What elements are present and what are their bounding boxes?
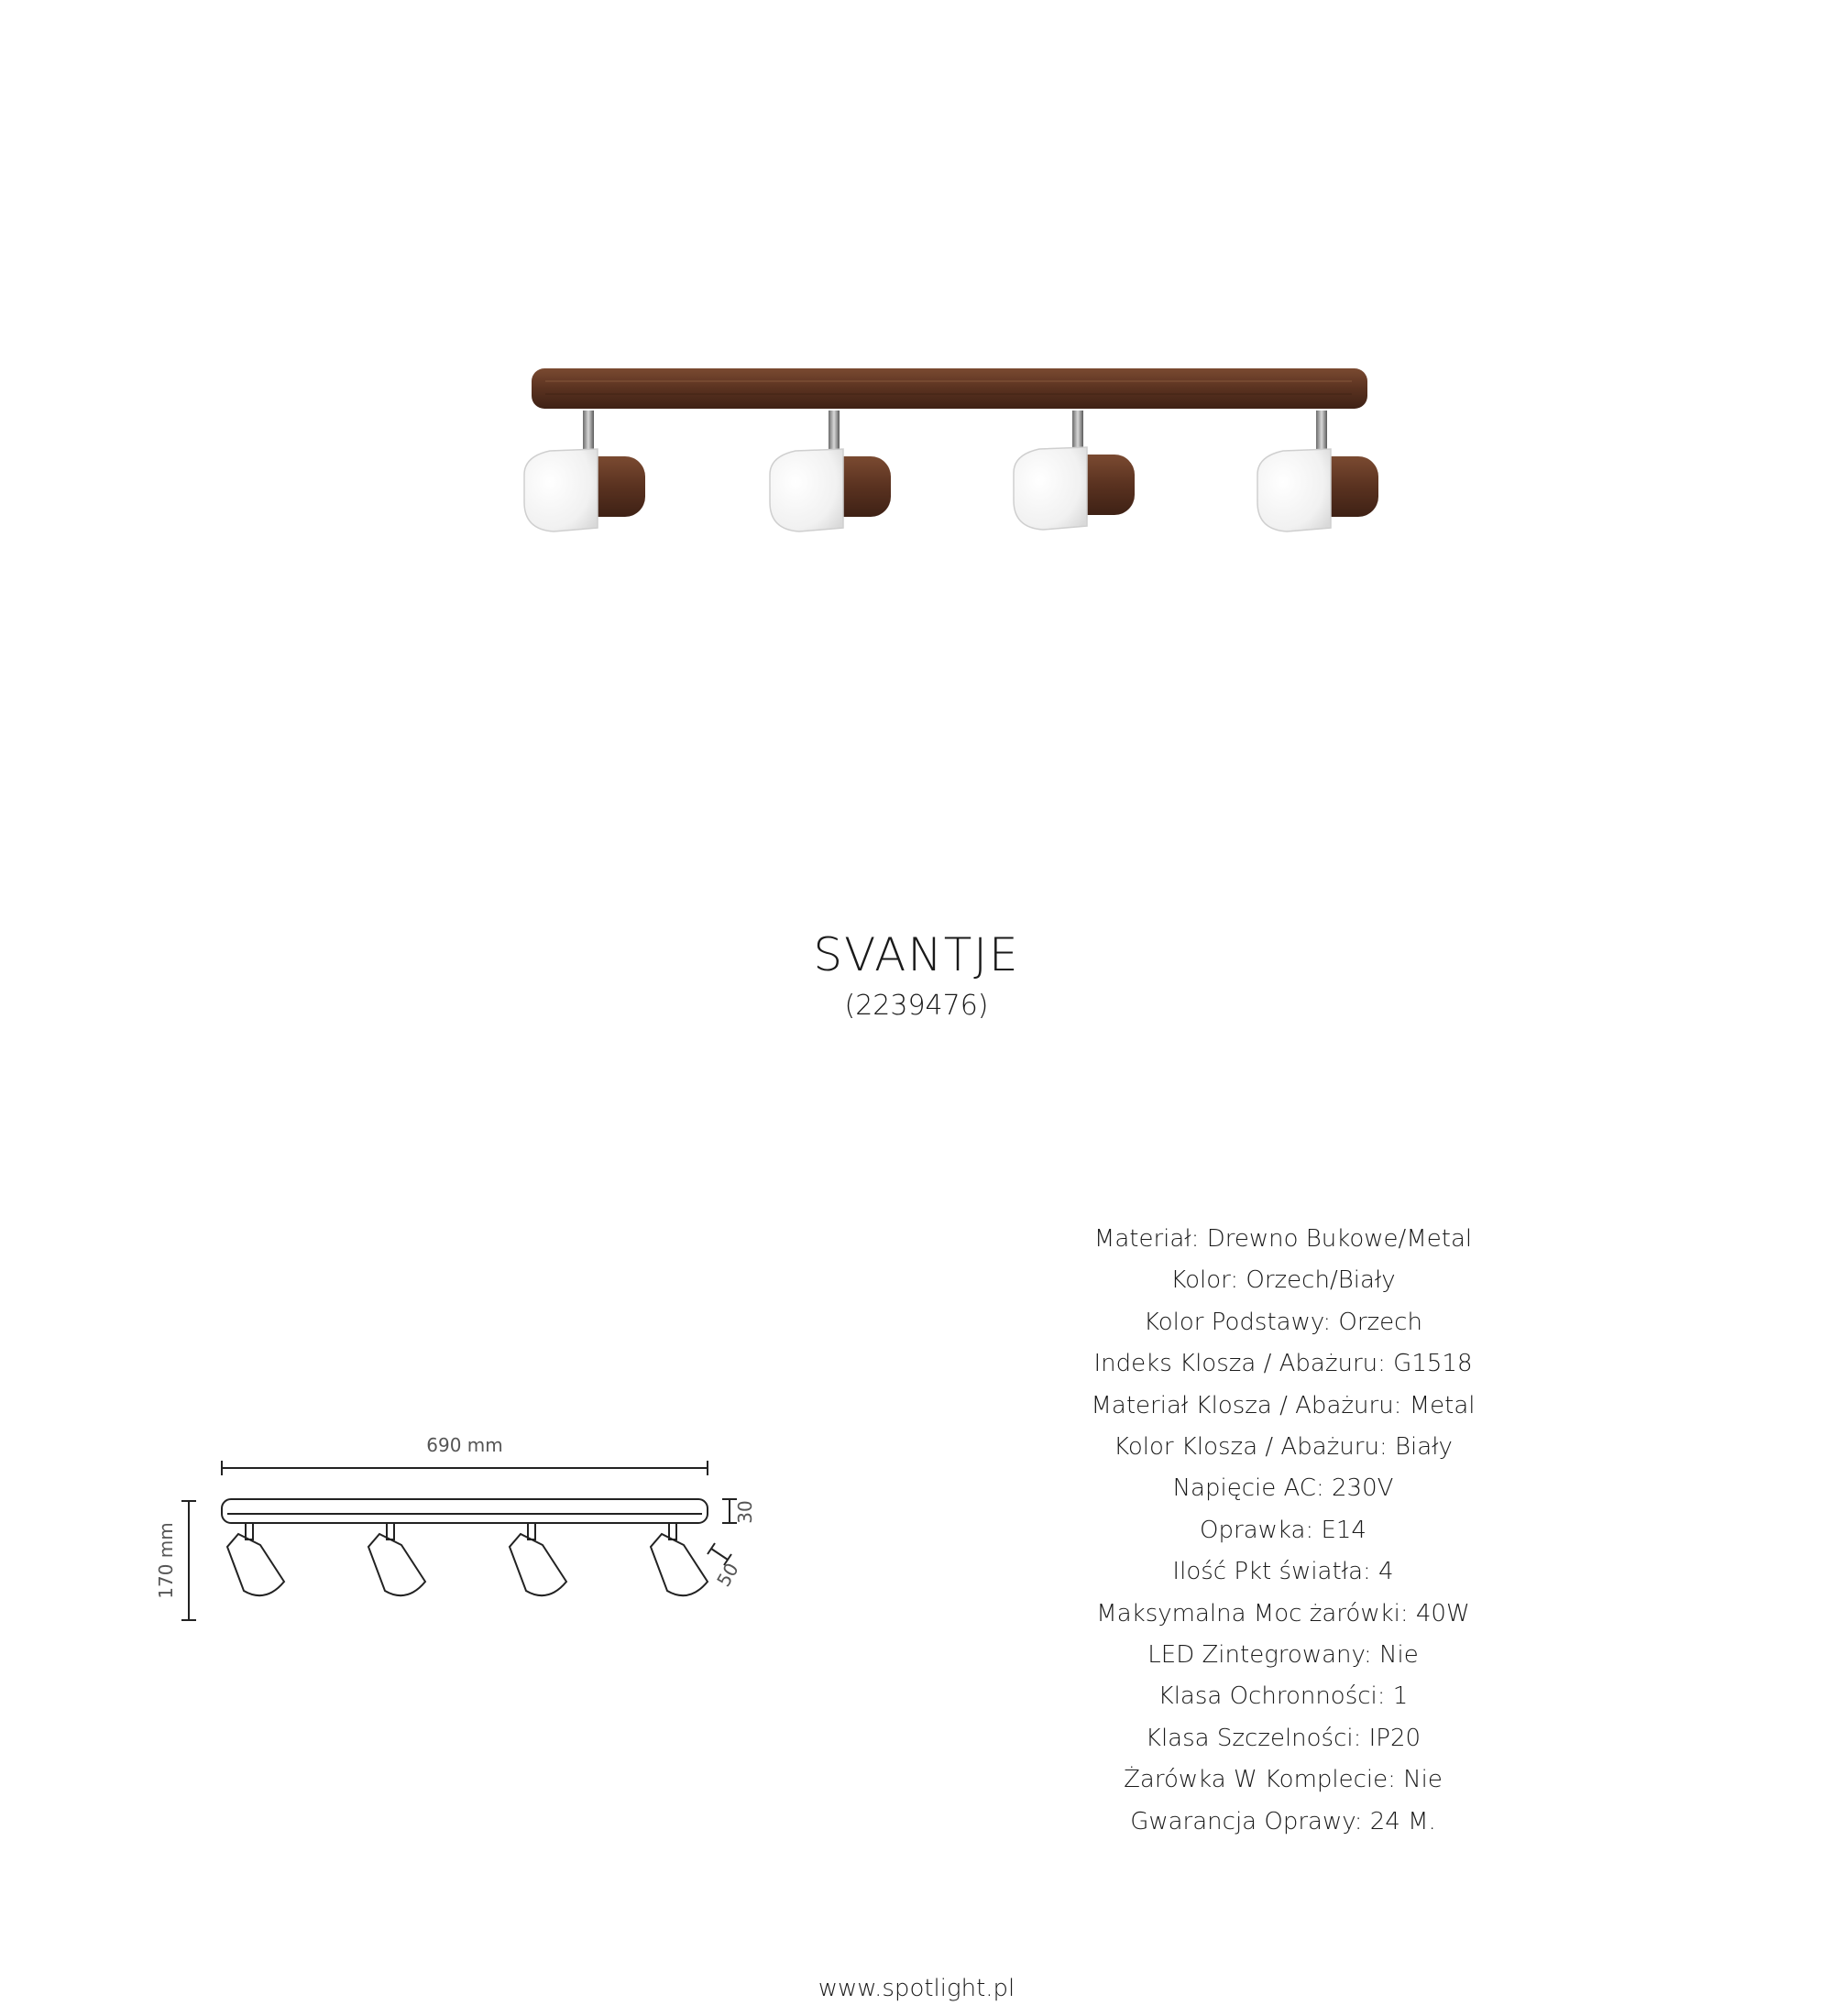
spot-3 <box>1014 411 1135 530</box>
product-code: (2239476) <box>844 990 989 1022</box>
spec-led: LED Zintegrowany: Nie <box>1147 1641 1419 1670</box>
spec-ip-class: Klasa Szczelności: IP20 <box>1145 1724 1421 1752</box>
height-label: 170 mm <box>155 1522 177 1599</box>
spec-protection-class: Klasa Ochronności: 1 <box>1158 1682 1409 1711</box>
spot-label: 50 <box>712 1559 743 1591</box>
technical-drawing <box>137 1411 756 1631</box>
spec-shade-index: Indeks Klosza / Abażuru: G1518 <box>1093 1350 1473 1378</box>
spec-light-points: Ilość Pkt światła: 4 <box>1172 1558 1394 1586</box>
spec-shade-color: Kolor Klosza / Abażuru: Biały <box>1114 1433 1453 1462</box>
wood-bar <box>532 368 1367 409</box>
spot-4 <box>1257 411 1378 531</box>
width-label: 690 mm <box>426 1434 503 1456</box>
spot-1 <box>524 411 645 531</box>
product-name: SVANTJE <box>813 928 1020 981</box>
spot-2 <box>770 411 891 531</box>
spec-max-power: Maksymalna Moc żarówki: 40W <box>1096 1599 1470 1627</box>
footer-url[interactable]: www.spotlight.pl <box>818 1975 1015 2002</box>
spec-socket: Oprawka: E14 <box>1200 1516 1367 1544</box>
spec-list <box>1026 1219 1540 1843</box>
spec-bulb-included: Żarówka W Komplecie: Nie <box>1124 1766 1443 1794</box>
spec-shade-material: Materiał Klosza / Abażuru: Metal <box>1091 1391 1476 1419</box>
depth-label: 30 <box>734 1500 756 1524</box>
spec-color: Kolor: Orzech/Biały <box>1170 1266 1396 1295</box>
spec-voltage: Napięcie AC: 230V <box>1172 1474 1394 1503</box>
title-block <box>0 926 1833 1023</box>
spec-material: Materiał: Drewno Bukowe/Metal <box>1093 1225 1473 1253</box>
spec-base-color: Kolor Podstawy: Orzech <box>1144 1308 1422 1336</box>
product-photo <box>458 348 1375 586</box>
spec-warranty: Gwarancja Oprawy: 24 M. <box>1130 1807 1436 1835</box>
